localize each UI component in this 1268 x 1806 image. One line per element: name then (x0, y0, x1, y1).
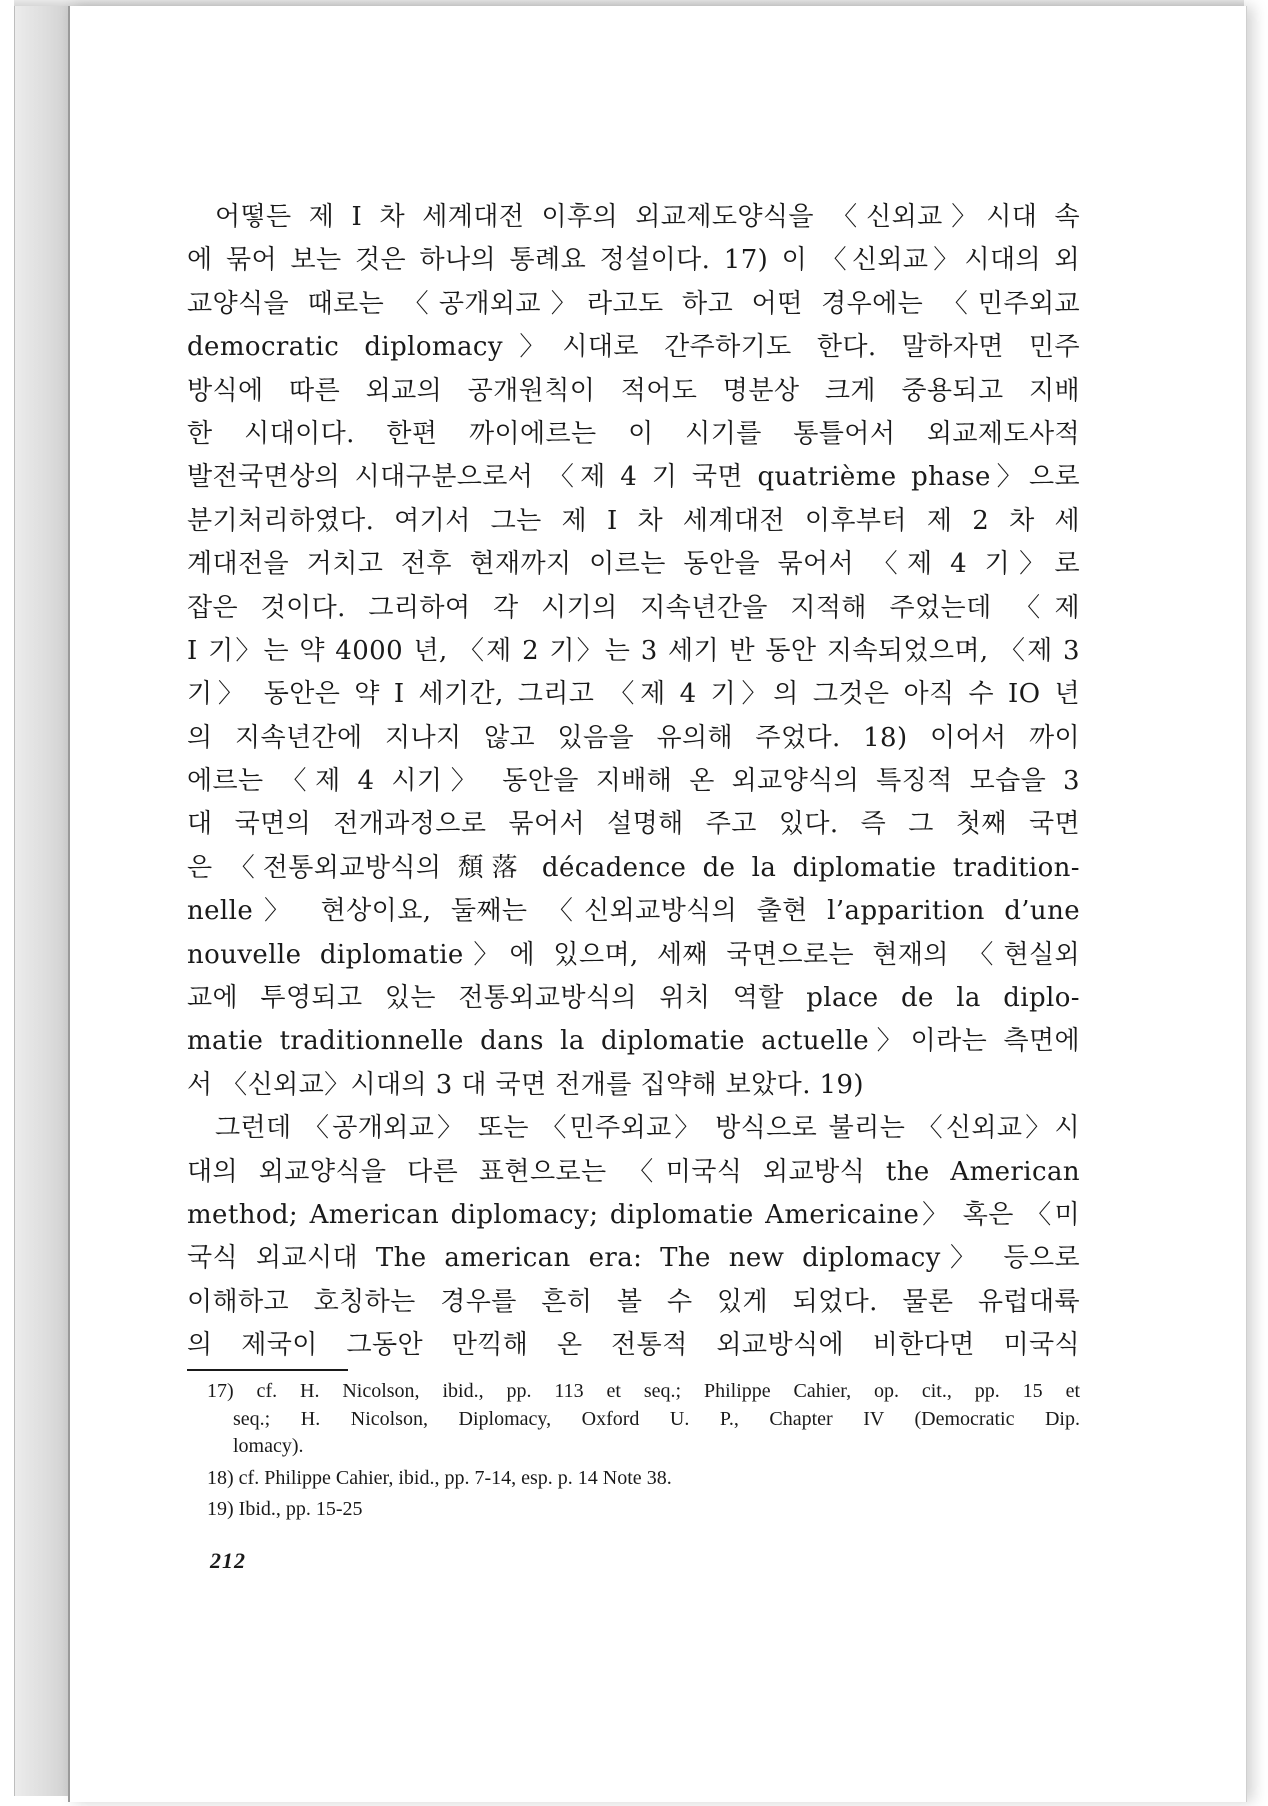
text-line: I 기〉는 약 4000 년, 〈제 2 기〉는 3 세기 반 동안 지속되었으며, 〈제 3 (187, 635, 1080, 666)
footnote-17-cont: seq.; H. Nicolson, Diplomacy, Oxford U. P., Chapter IV (Democratic Dip. (233, 1407, 1080, 1430)
page-number: 212 (210, 1548, 246, 1573)
text-line: democratic diplomacy〉시대로 간주하기도 한다. 말하자면 민주 (187, 332, 1080, 363)
text-line: nouvelle diplomatie〉에 있으며, 세째 국면으로는 현재의 〈현실외 (187, 939, 1080, 970)
text-line: 은 〈전통외교방식의 頹落 décadence de la diplomatie tradition- (187, 852, 1080, 883)
footnote-rule (187, 1369, 348, 1371)
text-line: 교에 투영되고 있는 전통외교방식의 위치 역할 place de la diplo- (187, 983, 1080, 1014)
text-line: 계대전을 거치고 전후 현재까지 이르는 동안을 묶어서 〈제 4 기〉로 (187, 549, 1080, 580)
text-line: 한 시대이다. 한편 까이에르는 이 시기를 통틀어서 외교제도사적 (187, 418, 1080, 449)
text-line: matie traditionnelle dans la diplomatie actuelle〉이라는 측면에 (187, 1026, 1080, 1057)
text-line: 에 묶어 보는 것은 하나의 통례요 정설이다. 17) 이 〈신외교〉시대의 외 (187, 245, 1080, 276)
footnote-18: 18) cf. Philippe Cahier, ibid., pp. 7-14, esp. p. 14 Note 38. (207, 1466, 672, 1489)
text-line: method; American diplomacy; diplomatie Americaine〉 혹은 〈미 (187, 1199, 1080, 1230)
footnote-17-cont: lomacy). (233, 1435, 304, 1457)
text-line: 국식 외교시대 The american era: The new diplomacy〉 등으로 (187, 1243, 1080, 1274)
text-line: 대의 외교양식을 다른 표현으로는 〈미국식 외교방식 the American (187, 1156, 1080, 1187)
text-line: 서 〈신외교〉시대의 3 대 국면 전개를 집약해 보았다. 19) (187, 1069, 864, 1100)
footnote-19: 19) Ibid., pp. 15-25 (207, 1498, 363, 1520)
footnote-17: 17) cf. H. Nicolson, ibid., pp. 113 et seq.; Philippe Cahier, op. cit., pp. 15 et (207, 1380, 1080, 1402)
text-line: 에르는 〈제 4 시기〉 동안을 지배해 온 외교양식의 특징적 모습을 3 (187, 766, 1080, 797)
text-line: 이해하고 호칭하는 경우를 흔히 볼 수 있게 되었다. 물론 유럽대륙 (187, 1286, 1080, 1317)
text-line: 의 지속년간에 지나지 않고 있음을 유의해 주었다. 18) 이어서 까이 (187, 722, 1080, 753)
text-line: 분기처리하였다. 여기서 그는 제 I 차 세계대전 이후부터 제 2 차 세 (187, 505, 1080, 536)
text-line: 방식에 따른 외교의 공개원칙이 적어도 명분상 크게 중용되고 지배 (187, 375, 1080, 406)
text-line: 잡은 것이다. 그리하여 각 시기의 지속년간을 지적해 주었는데 〈제 (187, 592, 1080, 623)
text-line: nelle〉 현상이요, 둘째는 〈신외교방식의 출현 l’apparition d’une (187, 896, 1080, 927)
footnotes (207, 1378, 1080, 1524)
text-line: 그런데 〈공개외교〉 또는 〈민주외교〉 방식으로 불리는 〈신외교〉시 (215, 1113, 1080, 1144)
text-line: 발전국면상의 시대구분으로서 〈제 4 기 국면 quatrième phase〉으로 (187, 462, 1080, 493)
body-text (187, 196, 1080, 1368)
text-line: 대 국면의 전개과정으로 묶어서 설명해 주고 있다. 즉 그 첫째 국면 (187, 809, 1080, 840)
text-line: 의 제국이 그동안 만끽해 온 전통적 외교방식에 비한다면 미국식 (187, 1330, 1080, 1361)
book-spine-edge (14, 6, 71, 1796)
text-line: 교양식을 때로는 〈공개외교〉라고도 하고 어떤 경우에는 〈민주외교 (187, 288, 1080, 319)
text-line: 기〉 동안은 약 I 세기간, 그리고 〈제 4 기〉의 그것은 아직 수 IO 년 (187, 679, 1080, 710)
text-line: 어떻든 제 I 차 세계대전 이후의 외교제도양식을 〈신외교〉시대 속 (215, 202, 1080, 232)
